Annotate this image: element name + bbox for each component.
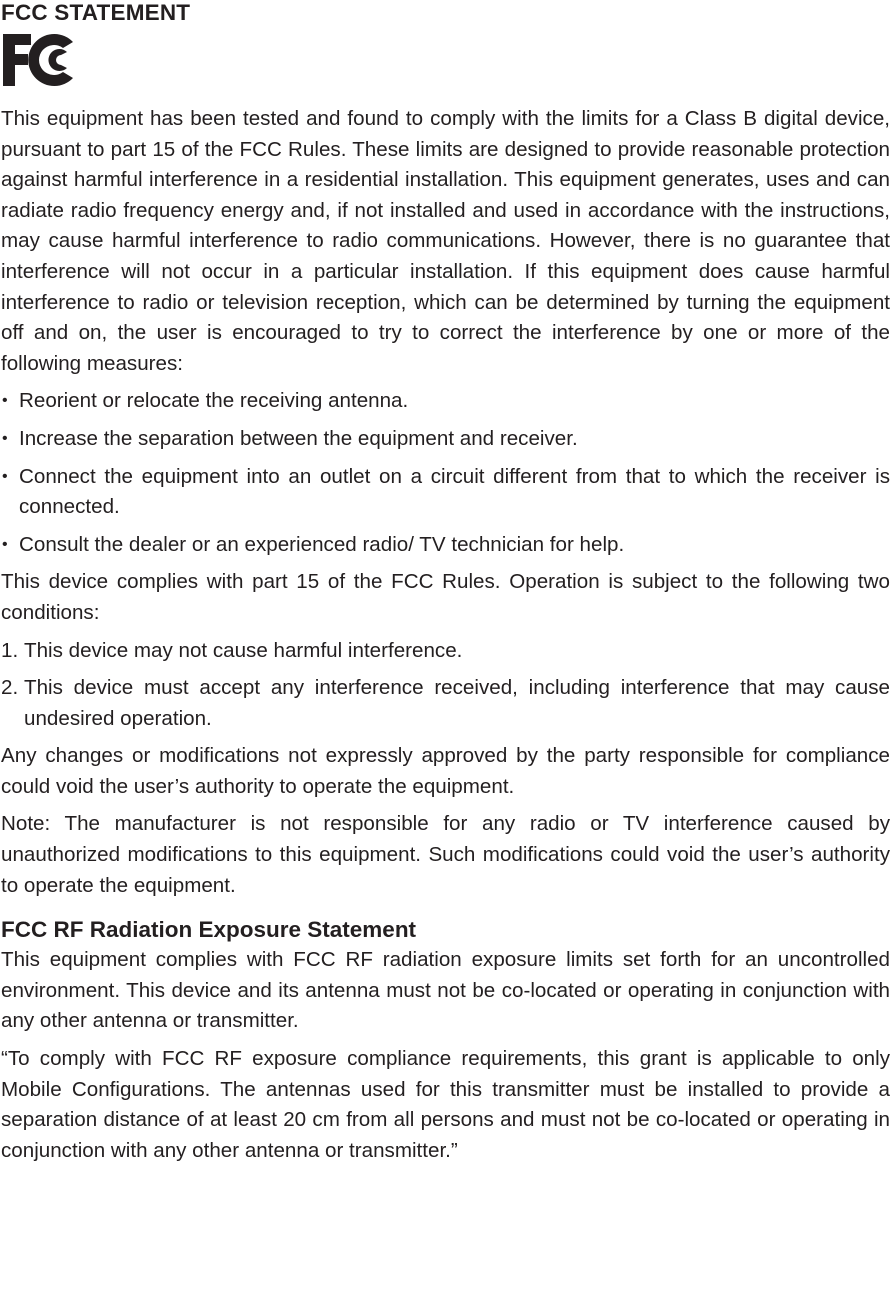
page-title: FCC STATEMENT	[1, 0, 191, 25]
list-item: • Increase the separation between the equipment and receiver.	[1, 424, 890, 455]
rf-paragraph-2: “To comply with FCC RF exposure compliance requirements, this grant is applicable to only Mobile Configurations. The antennas used for this transmitter must be installed to provide a separation distance of at least 20 cm from all persons and must not be co-located or operating in conjunction with any other antenna or transmitter.”	[1, 1047, 890, 1162]
rf-paragraph-1: This equipment complies with FCC RF radiation exposure limits set forth for an uncontrolled environment. This device and its antenna must not be co-located or operating in conjunction with any other antenna or transmitter.	[1, 948, 890, 1033]
bullet-icon: •	[2, 429, 8, 447]
list-item: • Connect the equipment into an outlet on a circuit different from that to which the receiver is connected.	[1, 462, 890, 523]
part15-paragraph: This device complies with part 15 of the FCC Rules. Operation is subject to the following two conditions:	[1, 570, 890, 624]
fcc-logo-icon	[1, 32, 77, 88]
intro-paragraph: This equipment has been tested and found to comply with the limits for a Class B digital device, pursuant to part 15 of the FCC Rules. These limits are designed to provide reasonable protection against harmful interference in a residential installation. This equipment generates, uses and can radiate radio frequency energy and, if not installed and used in accordance with the instructions, may cause harmful interference to radio communications. However, there is no guarantee that interference will not occur in a particular installation. If this equipment does cause harmful interference to radio or television reception, which can be determined by turning the equipment off and on, the user is encouraged to try to correct the interference by one or more of the following measures:	[1, 107, 890, 375]
list-item: 1. This device may not cause harmful interference.	[1, 636, 890, 667]
bullet-icon: •	[2, 467, 8, 485]
rf-section-heading: FCC RF Radiation Exposure Statement	[1, 917, 417, 943]
bullet-icon: •	[2, 392, 8, 410]
list-item: • Consult the dealer or an experienced radio/ TV technician for help.	[1, 530, 890, 561]
measures-list	[1, 386, 890, 560]
list-item: • Reorient or relocate the receiving antenna.	[1, 386, 890, 417]
list-number: 2.	[1, 676, 19, 700]
list-number: 1.	[1, 638, 19, 662]
list-item: 2. This device must accept any interference received, including interference that may cause undesired operation.	[1, 673, 890, 734]
note-paragraph: Note: The manufacturer is not responsible for any radio or TV interference caused by unauthorized modifications to this equipment. Such modifications could void the user’s authority to operate the equipment.	[1, 812, 890, 897]
changes-paragraph: Any changes or modifications not expressly approved by the party responsible for compliance could void the user’s authority to operate the equipment.	[1, 744, 890, 798]
conditions-list	[1, 636, 890, 735]
bullet-icon: •	[2, 535, 8, 553]
